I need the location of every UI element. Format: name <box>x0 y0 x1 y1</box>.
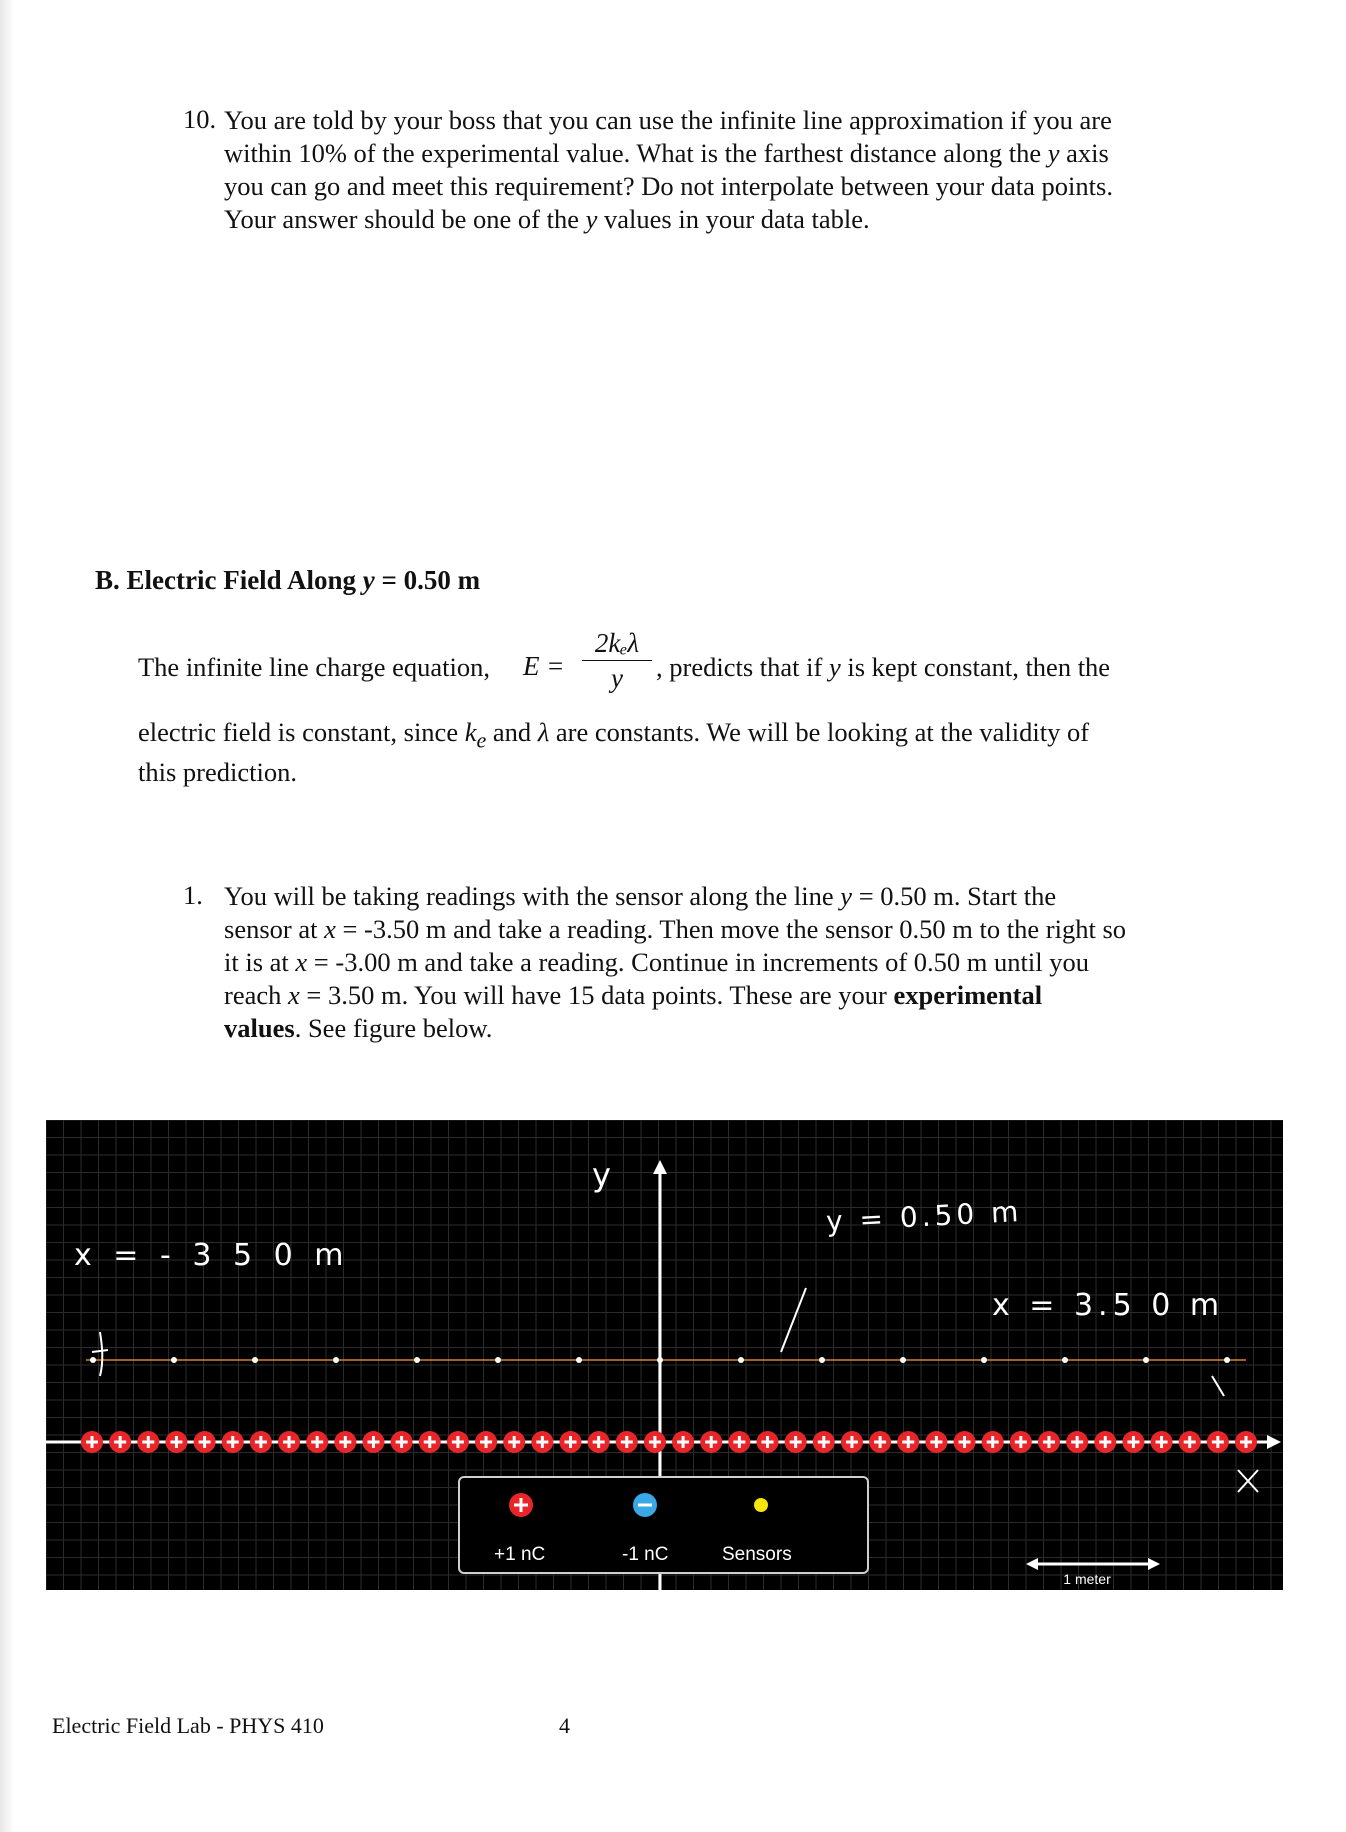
annotation-y-line: y = 0.50 m <box>825 1194 1024 1239</box>
question-1-line: sensor at x = -3.50 m and take a reading. Then move the sensor 0.50 m to the right so <box>224 914 1127 944</box>
positive-charge <box>1122 1431 1144 1453</box>
sensor-point <box>414 1357 420 1363</box>
question-1-line: reach x = 3.50 m. You will have 15 data points. These are your experimental <box>224 980 1043 1010</box>
sensor-point <box>981 1357 987 1363</box>
sensor-point <box>576 1357 582 1363</box>
sensor-point <box>1143 1357 1149 1363</box>
sensor-point <box>1224 1357 1230 1363</box>
positive-charge <box>1151 1431 1173 1453</box>
sensor-icon[interactable] <box>754 1498 768 1512</box>
charge-legend-panel <box>458 1476 869 1574</box>
footer-left: Electric Field Lab - PHYS 410 <box>52 1713 324 1738</box>
intro-prefix: The infinite line charge equation, <box>138 652 490 682</box>
simulation-figure <box>46 1120 1283 1590</box>
sensor-point <box>333 1357 339 1363</box>
positive-charge <box>672 1431 694 1453</box>
positive-charge <box>109 1431 131 1453</box>
positive-charge <box>1066 1431 1088 1453</box>
annotation-x-left: x = - 3 5 0 m <box>74 1238 350 1273</box>
positive-charge <box>1235 1431 1257 1453</box>
page-edge-shadow <box>0 0 14 1832</box>
positive-charge <box>785 1431 807 1453</box>
question-1-line: You will be taking readings with the sensor along the line y = 0.50 m. Start the <box>224 881 1057 911</box>
positive-charge <box>447 1431 469 1453</box>
x-axis-handwritten-x <box>1238 1470 1258 1492</box>
positive-charge <box>475 1431 497 1453</box>
intro-line: this prediction. <box>138 757 297 788</box>
positive-charge <box>531 1431 553 1453</box>
positive-charge <box>1010 1431 1032 1453</box>
positive-charge <box>306 1431 328 1453</box>
intro-suffix: , predicts that if y is kept constant, then the <box>656 652 1111 682</box>
sensor-point <box>738 1357 744 1363</box>
positive-charge <box>419 1431 441 1453</box>
positive-charge <box>644 1431 666 1453</box>
left-start-mark <box>92 1332 108 1376</box>
sensor-point <box>252 1357 258 1363</box>
positive-charge-label: +1 nC <box>494 1544 546 1565</box>
annotation-x-axis <box>1237 1458 1246 1459</box>
negative-charge-icon[interactable] <box>633 1493 657 1517</box>
positive-charge <box>588 1431 610 1453</box>
positive-charge <box>250 1431 272 1453</box>
positive-charge <box>222 1431 244 1453</box>
equation-fraction <box>582 628 652 695</box>
positive-charge <box>897 1431 919 1453</box>
positive-charge <box>503 1431 525 1453</box>
positive-charge <box>391 1431 413 1453</box>
question-1-text <box>224 880 1126 1045</box>
y-line-pointer <box>781 1288 806 1352</box>
intro-line: electric field is constant, since $k_e$ and λ are constants. We will be looking at the validity of <box>138 717 1090 753</box>
sensor-point <box>171 1357 177 1363</box>
question-10-number: 10. <box>183 104 217 134</box>
positive-charge <box>954 1431 976 1453</box>
negative-charge-label: -1 nC <box>622 1544 669 1565</box>
equation-numerator: 2kₑλ <box>582 628 652 661</box>
sensor-point <box>1062 1357 1068 1363</box>
positive-charge <box>1207 1431 1229 1453</box>
positive-charge <box>559 1431 581 1453</box>
scale-bar <box>1026 1558 1160 1570</box>
sensor-point <box>90 1357 96 1363</box>
equation-denominator: y <box>611 663 623 693</box>
positive-charge <box>165 1431 187 1453</box>
question-10-line: within 10% of the experimental value. What is the farthest distance along the y axis <box>224 138 1109 168</box>
positive-charge <box>925 1431 947 1453</box>
question-10-line: Your answer should be one of the y values in your data table. <box>224 204 870 234</box>
positive-charge <box>841 1431 863 1453</box>
positive-charge <box>137 1431 159 1453</box>
positive-charge <box>334 1431 356 1453</box>
annotation-y-axis: y <box>592 1156 619 1194</box>
positive-charge <box>1038 1431 1060 1453</box>
scale-label: 1 meter <box>1063 1571 1111 1587</box>
page-number: 4 <box>559 1713 570 1738</box>
positive-charge <box>813 1431 835 1453</box>
positive-charge <box>362 1431 384 1453</box>
positive-charge <box>982 1431 1004 1453</box>
sensor-label: Sensors <box>722 1544 792 1565</box>
positive-charge <box>869 1431 891 1453</box>
y-axis-arrowhead <box>653 1160 667 1174</box>
question-1-number: 1. <box>183 880 203 910</box>
positive-charge <box>278 1431 300 1453</box>
positive-charge <box>728 1431 750 1453</box>
section-b-intro <box>138 716 1089 789</box>
positive-charge <box>1179 1431 1201 1453</box>
equation-lhs: E = <box>523 651 565 681</box>
question-1-line: it is at x = -3.00 m and take a reading. Continue in increments of 0.50 m until you <box>224 947 1089 977</box>
sensor-point <box>900 1357 906 1363</box>
annotation-x-right: x = 3.5 0 m <box>992 1288 1225 1323</box>
positive-charge-icon[interactable] <box>509 1493 533 1517</box>
question-1-line: values. See figure below. <box>224 1013 493 1043</box>
sensor-point <box>819 1357 825 1363</box>
x-axis-arrowhead <box>1267 1435 1281 1449</box>
question-10-text <box>224 104 1113 236</box>
positive-charge <box>757 1431 779 1453</box>
question-10-line: You are told by your boss that you can use the infinite line approximation if you are <box>224 105 1112 135</box>
section-b-heading: B. Electric Field Along y = 0.50 m <box>95 565 481 595</box>
question-10-line: you can go and meet this requirement? Do not interpolate between your data points. <box>224 171 1113 201</box>
positive-charge <box>700 1431 722 1453</box>
legend-icons <box>460 1478 867 1538</box>
sensor-point <box>495 1357 501 1363</box>
positive-charge <box>616 1431 638 1453</box>
positive-charge <box>194 1431 216 1453</box>
sensor-point <box>657 1357 663 1363</box>
positive-charge <box>1094 1431 1116 1453</box>
positive-charge <box>81 1431 103 1453</box>
